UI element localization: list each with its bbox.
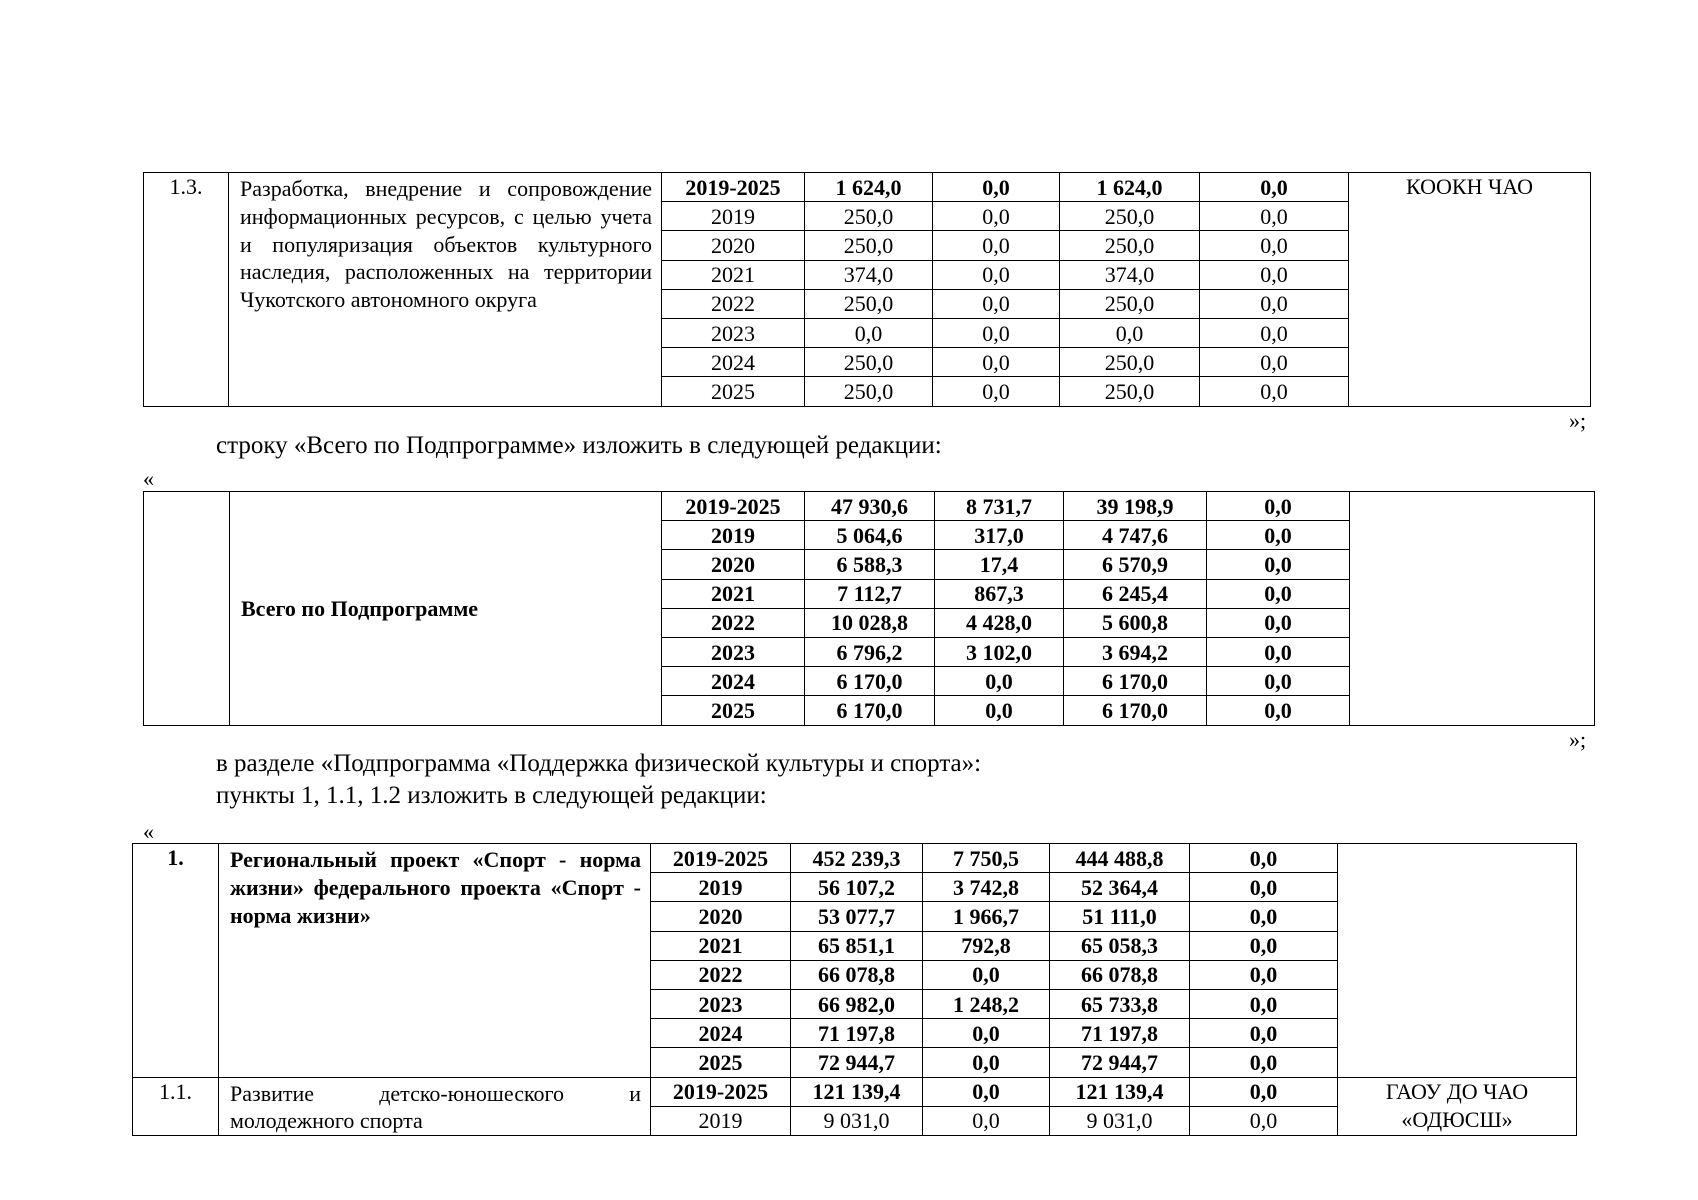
total-cell: 72 944,7 [791,1048,923,1077]
other-cell: 0,0 [1207,579,1350,608]
regional-cell: 52 364,4 [1050,873,1190,902]
close-quote: »; [1569,727,1587,752]
regional-cell: 65 733,8 [1050,989,1190,1018]
total-cell: 9 031,0 [791,1106,923,1135]
other-cell: 0,0 [1190,960,1338,989]
federal-cell: 3 742,8 [923,873,1050,902]
regional-cell: 250,0 [1060,377,1200,406]
other-cell: 0,0 [1190,902,1338,931]
instruction-text: в разделе «Подпрограмма «Поддержка физической культуры и спорта»: [216,750,982,777]
regional-cell: 250,0 [1060,289,1200,318]
federal-cell: 0,0 [923,1106,1050,1135]
total-cell: 7 112,7 [805,579,935,608]
period-cell: 2019-2025 [651,844,791,873]
executor-cell [1350,492,1595,726]
regional-cell: 72 944,7 [1050,1048,1190,1077]
regional-cell: 374,0 [1060,260,1200,289]
other-cell: 0,0 [1190,931,1338,960]
regional-cell: 5 600,8 [1064,608,1207,637]
table-body [144,173,1591,407]
total-cell: 250,0 [805,231,933,260]
federal-cell: 792,8 [923,931,1050,960]
federal-cell: 0,0 [933,260,1060,289]
regional-cell: 4 747,6 [1064,521,1207,550]
period-cell: 2020 [662,231,805,260]
other-cell: 0,0 [1207,608,1350,637]
total-cell: 56 107,2 [791,873,923,902]
regional-cell: 51 111,0 [1050,902,1190,931]
table-sport-project [132,843,1577,1136]
other-cell: 0,0 [1207,521,1350,550]
regional-cell: 250,0 [1060,348,1200,377]
total-cell: 250,0 [805,202,933,231]
period-cell: 2022 [662,608,805,637]
federal-cell: 0,0 [935,696,1064,725]
federal-cell: 3 102,0 [935,637,1064,666]
other-cell: 0,0 [1190,873,1338,902]
total-cell: 374,0 [805,260,933,289]
period-cell: 2019-2025 [662,492,805,521]
total-cell: 10 028,8 [805,608,935,637]
regional-cell: 6 245,4 [1064,579,1207,608]
item-description: Региональный проект «Спорт - норма жизни» федерального проекта «Спорт - норма жизни» [219,844,651,1078]
other-cell: 0,0 [1200,173,1349,202]
other-cell: 0,0 [1200,260,1349,289]
federal-cell: 4 428,0 [935,608,1064,637]
federal-cell: 867,3 [935,579,1064,608]
item-number: 1.3. [144,173,229,407]
other-cell: 0,0 [1207,637,1350,666]
other-cell: 0,0 [1190,1048,1338,1077]
federal-cell: 317,0 [935,521,1064,550]
other-cell: 0,0 [1207,492,1350,521]
federal-cell: 8 731,7 [935,492,1064,521]
period-cell: 2025 [662,696,805,725]
regional-cell: 3 694,2 [1064,637,1207,666]
table-item-1-3 [143,172,1591,407]
period-cell: 2025 [651,1048,791,1077]
total-cell: 6 170,0 [805,696,935,725]
other-cell: 0,0 [1207,696,1350,725]
total-cell: 6 170,0 [805,667,935,696]
federal-cell: 17,4 [935,550,1064,579]
period-cell: 2023 [651,989,791,1018]
instruction-text: строку «Всего по Подпрограмме» изложить в следующей редакции: [216,432,942,459]
federal-cell: 0,0 [935,667,1064,696]
period-cell: 2022 [662,289,805,318]
total-cell: 66 078,8 [791,960,923,989]
federal-cell: 0,0 [933,377,1060,406]
total-cell: 121 139,4 [791,1077,923,1106]
table-row [133,844,1577,873]
total-cell: 250,0 [805,377,933,406]
regional-cell: 444 488,8 [1050,844,1190,873]
regional-cell: 0,0 [1060,318,1200,347]
federal-cell: 0,0 [923,1077,1050,1106]
other-cell: 0,0 [1200,318,1349,347]
federal-cell: 0,0 [933,289,1060,318]
federal-cell: 7 750,5 [923,844,1050,873]
other-cell: 0,0 [1200,348,1349,377]
other-cell: 0,0 [1200,377,1349,406]
table-row [144,173,1591,202]
other-cell: 0,0 [1200,289,1349,318]
total-cell: 1 624,0 [805,173,933,202]
period-cell: 2024 [662,348,805,377]
regional-cell: 9 031,0 [1050,1106,1190,1135]
total-cell: 452 239,3 [791,844,923,873]
other-cell: 0,0 [1200,202,1349,231]
executor-cell [1338,844,1577,1078]
instruction-text: пункты 1, 1.1, 1.2 изложить в следующей редакции: [216,782,767,809]
period-cell: 2021 [662,579,805,608]
federal-cell: 0,0 [933,173,1060,202]
table-row [144,492,1595,521]
period-cell: 2020 [662,550,805,579]
period-cell: 2024 [662,667,805,696]
other-cell: 0,0 [1190,1077,1338,1106]
open-quote: « [143,466,154,491]
executor-cell: ГАОУ ДО ЧАО «ОДЮСШ» [1338,1077,1577,1136]
item-number: 1. [133,844,219,1078]
federal-cell: 0,0 [933,348,1060,377]
federal-cell: 1 966,7 [923,902,1050,931]
other-cell: 0,0 [1190,1019,1338,1048]
total-cell: 6 796,2 [805,637,935,666]
total-cell: 250,0 [805,348,933,377]
period-cell: 2022 [651,960,791,989]
open-quote: « [143,819,154,844]
federal-cell: 0,0 [923,960,1050,989]
period-cell: 2019 [662,521,805,550]
regional-cell: 71 197,8 [1050,1019,1190,1048]
executor-cell: КООКН ЧАО [1349,173,1591,407]
federal-cell: 0,0 [933,231,1060,260]
total-cell: 5 064,6 [805,521,935,550]
table-subprogram-total [143,491,1595,726]
regional-cell: 121 139,4 [1050,1077,1190,1106]
item-description: Разработка, внедрение и сопровождение информационных ресурсов, с целью учета и популяризация объектов культурного наследия, расположенных на территории Чукотского автономного округа [229,173,662,407]
federal-cell: 0,0 [923,1019,1050,1048]
federal-cell: 0,0 [923,1048,1050,1077]
period-cell: 2021 [651,931,791,960]
regional-cell: 39 198,9 [1064,492,1207,521]
item-number [144,492,230,726]
total-cell: 66 982,0 [791,989,923,1018]
total-label: Всего по Подпрограмме [230,492,662,726]
item-description: Развитие детско-юношеского и молодежного спорта [219,1077,651,1136]
regional-cell: 6 170,0 [1064,696,1207,725]
other-cell: 0,0 [1207,667,1350,696]
other-cell: 0,0 [1190,844,1338,873]
regional-cell: 250,0 [1060,202,1200,231]
other-cell: 0,0 [1207,550,1350,579]
other-cell: 0,0 [1190,989,1338,1018]
regional-cell: 250,0 [1060,231,1200,260]
period-cell: 2024 [651,1019,791,1048]
total-cell: 65 851,1 [791,931,923,960]
period-cell: 2023 [662,318,805,347]
regional-cell: 6 570,9 [1064,550,1207,579]
total-cell: 53 077,7 [791,902,923,931]
regional-cell: 66 078,8 [1050,960,1190,989]
period-cell: 2023 [662,637,805,666]
federal-cell: 0,0 [933,202,1060,231]
federal-cell: 0,0 [933,318,1060,347]
period-cell: 2025 [662,377,805,406]
period-cell: 2020 [651,902,791,931]
total-cell: 6 588,3 [805,550,935,579]
close-quote: »; [1569,408,1587,433]
other-cell: 0,0 [1190,1106,1338,1135]
table-body [133,844,1577,1136]
total-cell: 250,0 [805,289,933,318]
total-cell: 71 197,8 [791,1019,923,1048]
total-cell: 0,0 [805,318,933,347]
item-number: 1.1. [133,1077,219,1136]
regional-cell: 1 624,0 [1060,173,1200,202]
period-cell: 2019 [651,873,791,902]
period-cell: 2019-2025 [651,1077,791,1106]
period-cell: 2019 [651,1106,791,1135]
regional-cell: 6 170,0 [1064,667,1207,696]
table-body [144,492,1595,726]
period-cell: 2021 [662,260,805,289]
total-cell: 47 930,6 [805,492,935,521]
other-cell: 0,0 [1200,231,1349,260]
federal-cell: 1 248,2 [923,989,1050,1018]
table-row [133,1077,1577,1106]
period-cell: 2019 [662,202,805,231]
regional-cell: 65 058,3 [1050,931,1190,960]
period-cell: 2019-2025 [662,173,805,202]
